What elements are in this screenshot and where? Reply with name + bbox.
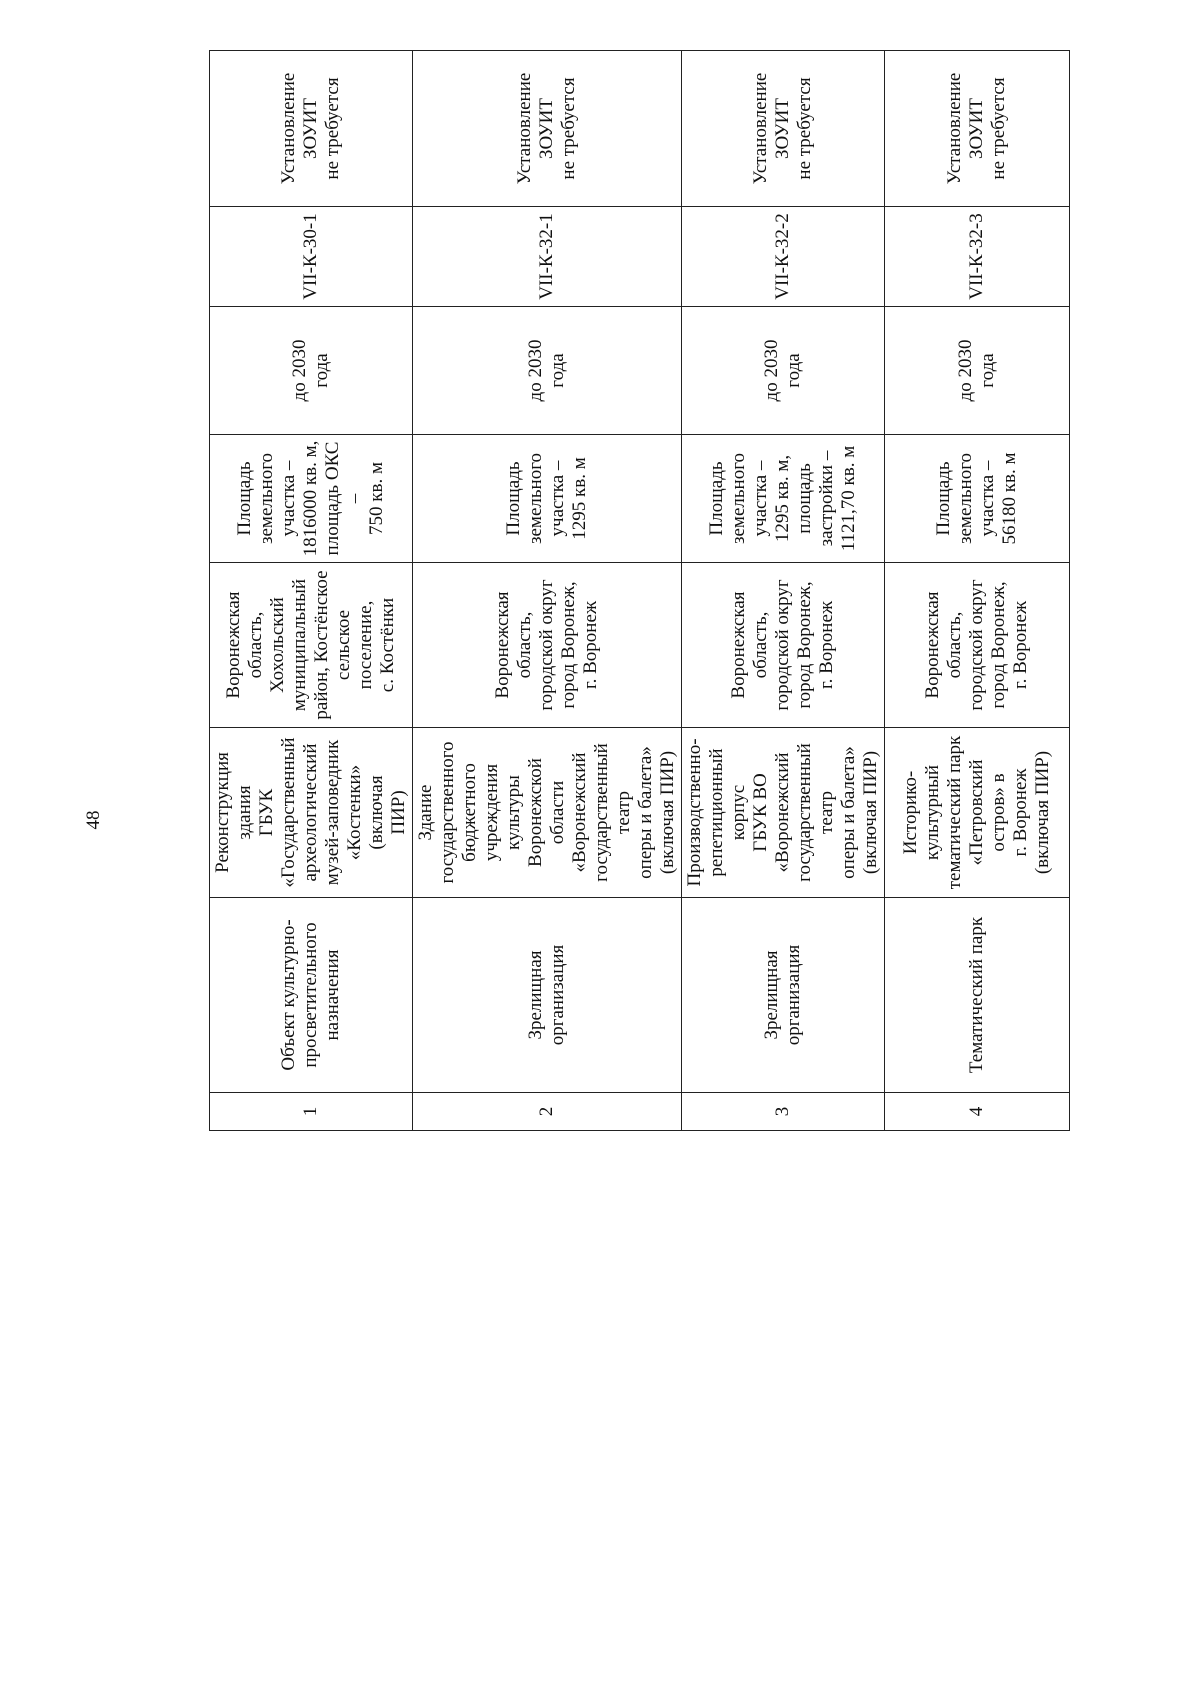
- object-type-cell: Тематический парк: [885, 898, 1070, 1093]
- row-number: 1: [210, 1093, 413, 1131]
- object-name-cell: Здание государственного бюджетного учреждения культуры Воронежской области «Воронежский государственный театр оперы и балета» (включая ПИР): [413, 728, 682, 898]
- code-cell: VII-К-32-3: [885, 207, 1070, 307]
- zouit-cell: Установление ЗОУИТ не требуется: [682, 51, 885, 207]
- characteristics-cell: Площадь земельного участка – 1295 кв. м, площадь застройки – 1121,70 кв. м: [682, 435, 885, 563]
- term-cell: до 2030 года: [413, 307, 682, 435]
- term-cell: до 2030 года: [885, 307, 1070, 435]
- facilities-table: [209, 50, 1070, 1131]
- code-cell: VII-К-32-2: [682, 207, 885, 307]
- zouit-cell: Установление ЗОУИТ не требуется: [413, 51, 682, 207]
- object-name-cell: Историко-культурный тематический парк «Петровский остров» в г. Воронеж (включая ПИР): [885, 728, 1070, 898]
- code-cell: VII-К-30-1: [210, 207, 413, 307]
- row-number: 3: [682, 1093, 885, 1131]
- table-row: [682, 51, 885, 1131]
- location-cell: Воронежская область, городской округ город Воронеж, г. Воронеж: [413, 563, 682, 728]
- term-cell: до 2030 года: [682, 307, 885, 435]
- characteristics-cell: Площадь земельного участка – 1816000 кв. м, площадь ОКС – 750 кв. м: [210, 435, 413, 563]
- object-name-cell: Реконструкция здания ГБУК «Государственный археологический музей-заповедник «Костенки» (включая ПИР): [210, 728, 413, 898]
- rotated-table-container: [209, 51, 1053, 1131]
- row-number: 2: [413, 1093, 682, 1131]
- object-type-cell: Объект культурно- просветительного назначения: [210, 898, 413, 1093]
- term-cell: до 2030 года: [210, 307, 413, 435]
- page-number: [74, 800, 114, 840]
- characteristics-cell: Площадь земельного участка – 56180 кв. м: [885, 435, 1070, 563]
- table-frame: [209, 51, 1053, 1131]
- row-number: 4: [885, 1093, 1070, 1131]
- object-name-cell: Производственно- репетиционный корпус ГБУК ВО «Воронежский государственный театр оперы и балета» (включая ПИР): [682, 728, 885, 898]
- zouit-cell: Установление ЗОУИТ не требуется: [885, 51, 1070, 207]
- characteristics-cell: Площадь земельного участка – 1295 кв. м: [413, 435, 682, 563]
- table-row: [413, 51, 682, 1131]
- page-number-text: 48: [83, 810, 104, 830]
- location-cell: Воронежская область, городской округ город Воронеж, г. Воронеж: [682, 563, 885, 728]
- location-cell: Воронежская область, городской округ город Воронеж, г. Воронеж: [885, 563, 1070, 728]
- object-type-cell: Зрелищная организация: [682, 898, 885, 1093]
- table-row: [885, 51, 1070, 1131]
- zouit-cell: Установление ЗОУИТ не требуется: [210, 51, 413, 207]
- object-type-cell: Зрелищная организация: [413, 898, 682, 1093]
- table-row: [210, 51, 413, 1131]
- location-cell: Воронежская область, Хохольский муниципальный район, Костёнское сельское поселение, с. Костёнки: [210, 563, 413, 728]
- code-cell: VII-К-32-1: [413, 207, 682, 307]
